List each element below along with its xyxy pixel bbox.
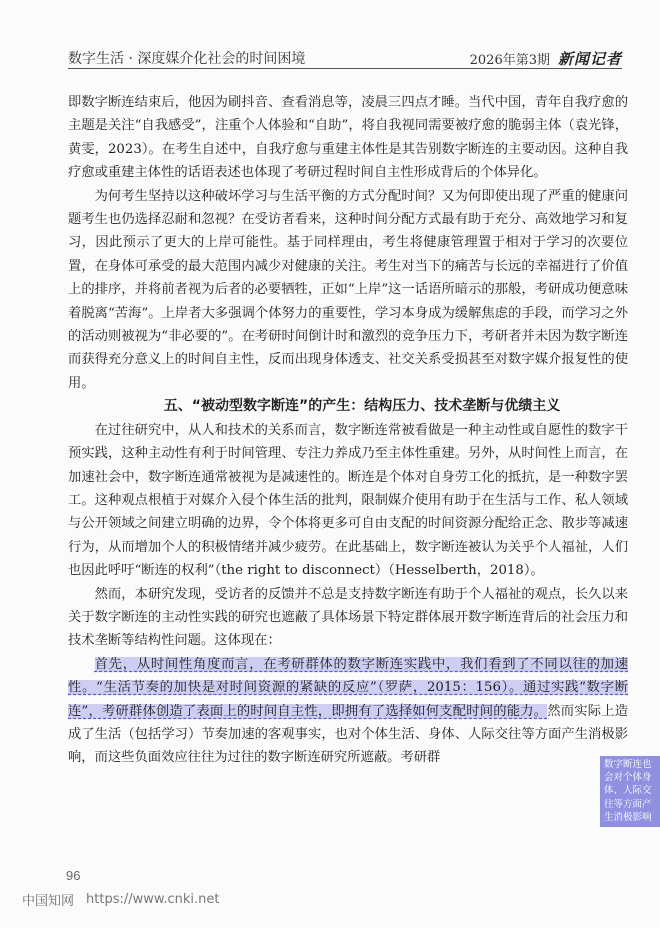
paragraph-4: 然而，本研究发现，受访者的反馈并不总是支持数字断连有助于个人福祉的观点，长久以来关于数字断连的主动性实践的研究也遮蔽了具体场景下特定群体展开数字断连背后的社会压力和技术垄断等结构性问题。这体现在： xyxy=(68,586,628,649)
section-heading: 五、“被动型数字断连”的产生：结构压力、技术垄断与优绩主义 xyxy=(163,398,561,415)
paragraph-3: 在过往研究中，从人和技术的关系而言，数字断连常被看做是一种主动性或自愿性的数字干预实践，这种主动性有利于时间管理、专注力养成乃至主体性重建。另外，从时间性上而言，在加速社会中，数字断连通常被视为是减速性的。断连是个体对自身劳工化的抵抗，是一种数字罢工。这种观点根植于对媒介入侵个体生活的批判，限制媒介使用有助于在生活与工作、私人领域与公开领域之间建立明确的边界，令个体将更多可自由支配的时间资源分配给正念、散步等减速行为，从而增加个人的积极情绪并减少疲劳。在此基础上，数字断连被认为关乎个人福祉，人们也因此呼吁“断连的权利”（the right to disconnect）（Hesselberth，2018）。 xyxy=(68,422,628,579)
cnki-url[interactable]: https://www.cnki.net xyxy=(86,891,220,907)
annotation-note[interactable]: 数字断连也会对个体身体、人际交往等方面产生消极影响 xyxy=(600,756,660,827)
journal-section-title: 数字生活 · 深度媒介化社会的时间困境 xyxy=(68,51,306,67)
footer-bar xyxy=(0,886,660,912)
paragraph-2: 为何考生坚持以这种破坏学习与生活平衡的方式分配时间？又为何即使出现了严重的健康问题考生也仍选择忍耐和忽视？在受访者看来，这种时间分配方式最有助于充分、高效地学习和复习，因此预示了更大的上岸可能性。基于同样理由，考生将健康管理置于相对于学习的次要位置，在身体可承受的最大范围内减少对健康的关注。考生对当下的痛苦与长远的幸福进行了价值上的排序，并将前者视为后者的必要牺牲，正如“上岸”这一话语所暗示的那般，考研成功便意味着脱离“苦海”。上岸者大多强调个体努力的重要性，学习本身成为缓解焦虑的手段，而学习之外的活动则被视为“非必要的”。在考研时间倒计时和激烈的竞争压力下，考研者并未因为数字断连而获得充分意义上的时间自主性，反而出现身体透支、社交关系受损甚至对数字媒介报复性的使用。 xyxy=(68,188,628,391)
article-body xyxy=(68,91,628,770)
paragraph-5 xyxy=(68,653,628,770)
journal-logo: 新闻记者 xyxy=(557,50,622,68)
highlighted-text[interactable]: 首先，从时间性角度而言，在考研群体的数字断连实践中，我们看到了不同以往的加速性。“生活节奏的加快是对时间资源的紧缺的反应”（罗萨，2015：156）。通过实践“数字断连”，考研群体创造了表面上的时间自主性，即拥有了选择如何支配时间的能力。 xyxy=(68,656,628,719)
paragraph-1: 即数字断连结束后，他因为刷抖音、查看消息等，凌晨三四点才睡。当代中国，青年自我疗愈的主题是关注“自我感受”，注重个人体验和“自助”，将自我视同需要被疗愈的脆弱主体（袁光锋，黄雯，2023）。在考生自述中，自我疗愈与重建主体性是其告别数字断连的主要动因。这种自我疗愈或重建主体性的话语表述也体现了考研过程时间自主性形成背后的个体异化。 xyxy=(68,95,628,181)
issue-block xyxy=(470,48,622,69)
issue-number: 2026年第3期 xyxy=(469,53,550,68)
running-header xyxy=(68,44,622,69)
page-number: 96 xyxy=(66,868,81,883)
cnki-brand: 中国知网 xyxy=(22,893,75,909)
paragraph-5-rest: 然而实际上造成了生活（包括学习）节奏加速的客观事实，也对个体生活、身体、人际交往等方面产生消极影响，而这些负面效应往往为过往的数字断连研究所遮蔽。考研群 xyxy=(68,703,629,766)
